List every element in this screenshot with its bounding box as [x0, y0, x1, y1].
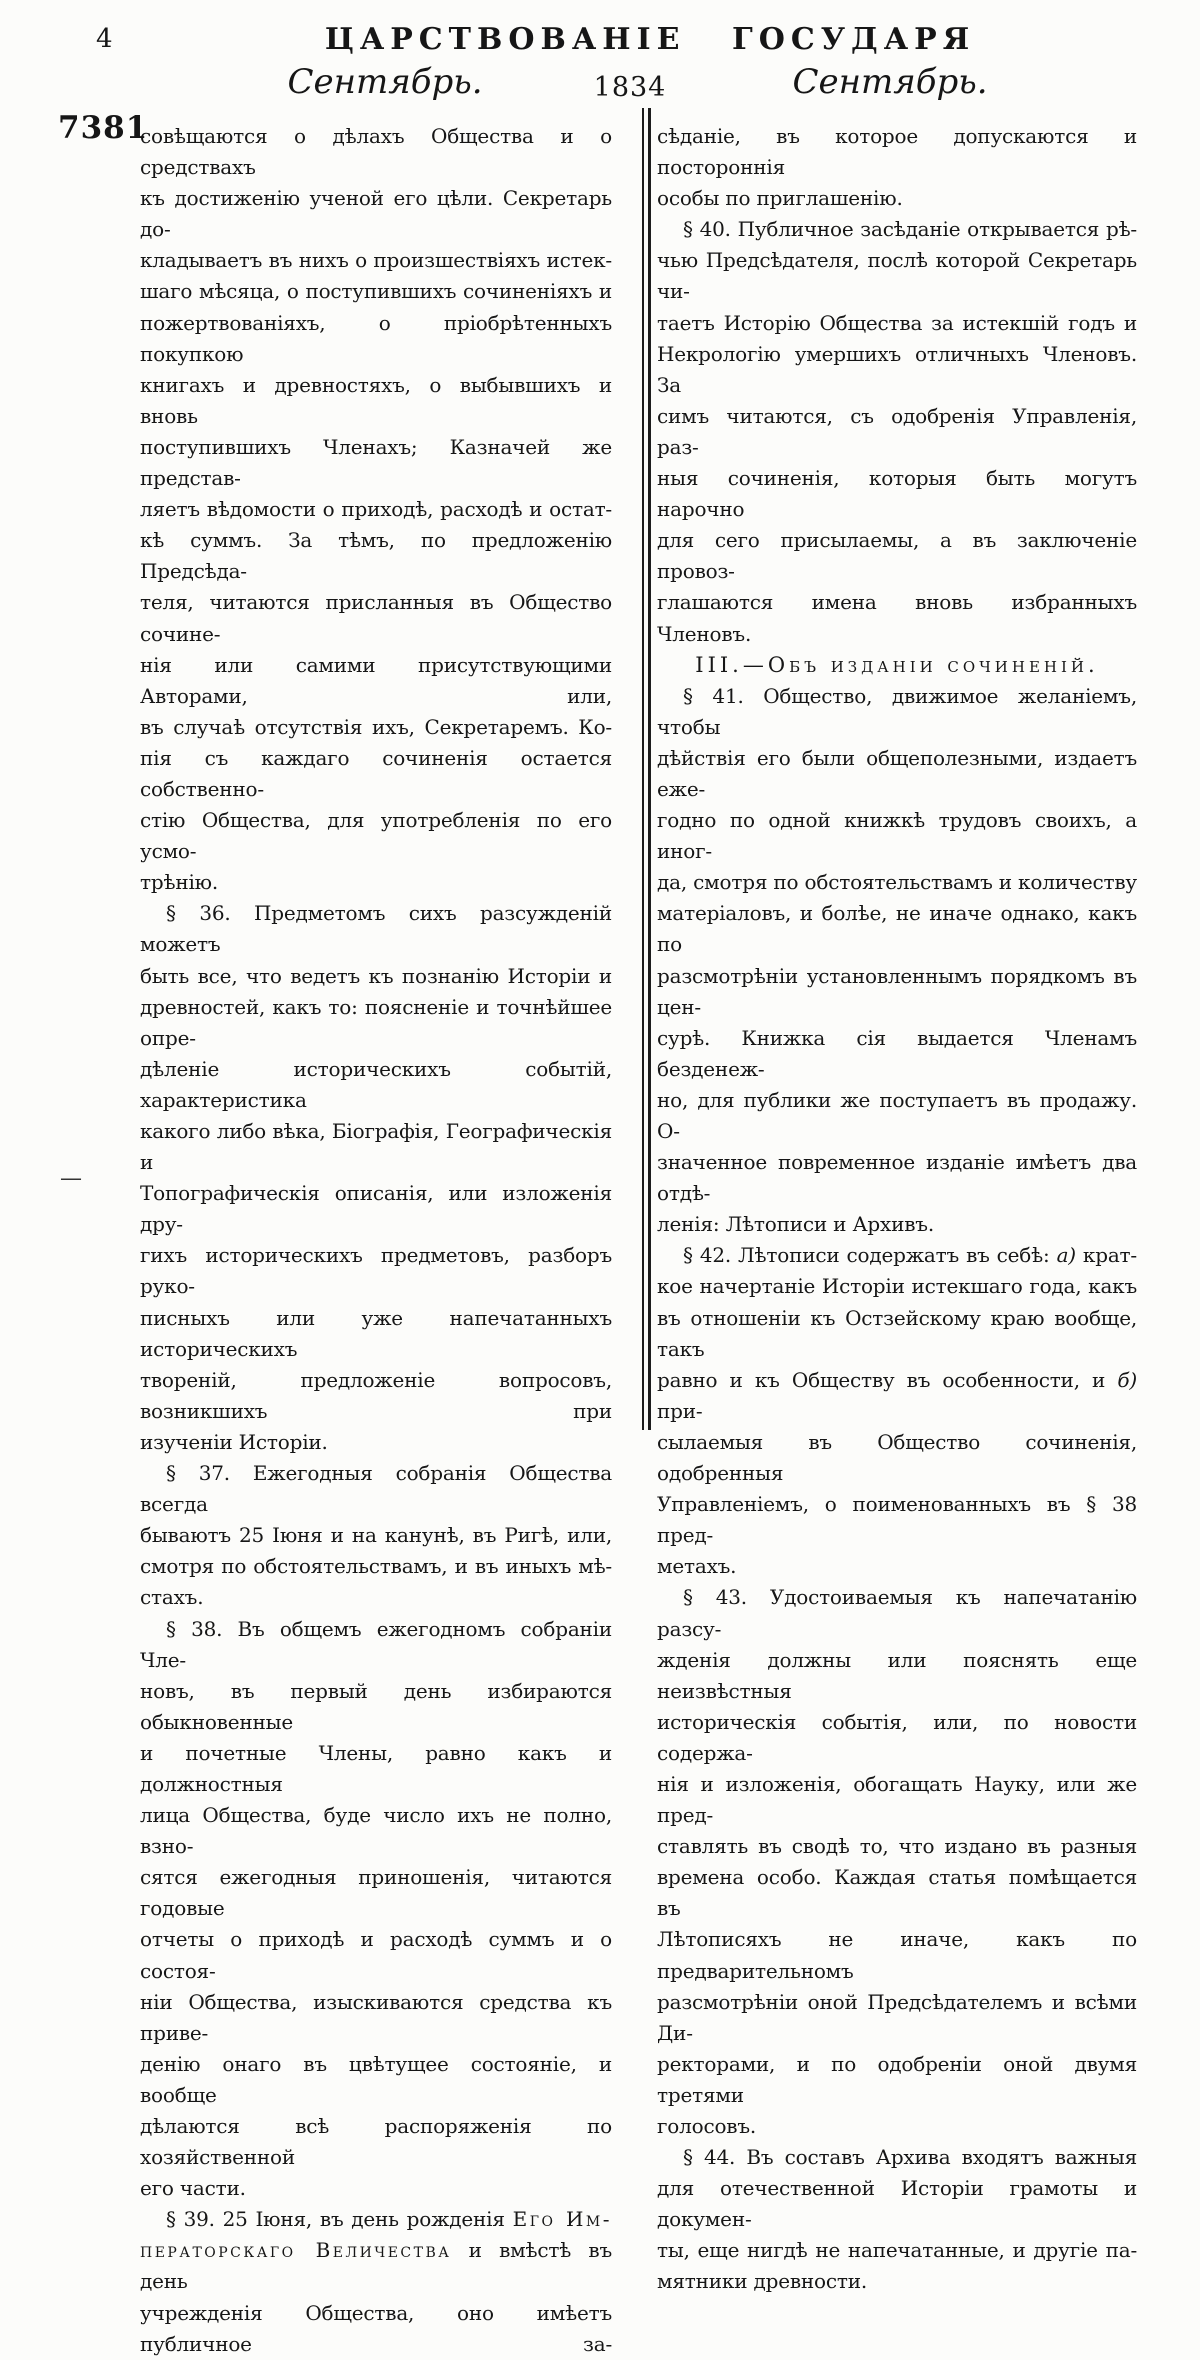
text-line: глашаются имена вновь избранныхъ Членовъ.: [657, 590, 1137, 646]
text-line: историческія событія, или, по новости содержа-: [657, 1709, 1137, 1765]
text-line: новъ, въ первый день избираются обыкновенные: [140, 1678, 612, 1734]
text-line: дѣлаются всѣ распоряженія по хозяйственной: [140, 2114, 612, 2170]
text-run: § 42. Лѣтописи содержатъ въ себѣ:: [683, 1243, 1057, 1268]
text-line: стію Общества, для употребленія по его усмо-: [140, 808, 612, 864]
section-heading: III.—Объ изданіи сочиненій.: [695, 652, 1099, 677]
text-line: шаго мѣсяца, о поступившихъ сочиненіяхъ и: [140, 279, 612, 304]
text-line: § 44. Въ составъ Архива входятъ важныя: [683, 2145, 1137, 2170]
text-line: § 36. Предметомъ сихъ разсужденій можетъ: [140, 901, 612, 957]
text-line: [140, 2235, 612, 2297]
text-line: смотря по обстоятельствамъ, и въ иныхъ мѣ-: [140, 1554, 612, 1579]
text-line: быть все, что ведетъ къ познанію Исторіи и: [140, 963, 612, 988]
text-line: твореній, предложеніе вопросовъ, возникшихъ при: [140, 1367, 612, 1423]
margin-dash: —: [60, 1166, 82, 1191]
text-line: кое начертаніе Исторіи истекшаго года, какъ: [657, 1274, 1137, 1299]
text-line: чью Предсѣдателя, послѣ которой Секретарь чи-: [657, 248, 1137, 304]
text-line: особы по приглашенію.: [657, 186, 903, 211]
text-line: [657, 1365, 1137, 1427]
text-line: сурѣ. Книжка сія выдается Членамъ безденеж-: [657, 1025, 1137, 1081]
text-line: писныхъ или уже напечатанныхъ историческихъ: [140, 1305, 612, 1361]
text-line: какого либо вѣка, Біографія, Географическія и: [140, 1119, 612, 1175]
text-line: гихъ историческихъ предметовъ, разборъ руко-: [140, 1243, 612, 1299]
text-line: § 43. Удостоиваемыя къ напечатанію разсу-: [657, 1585, 1137, 1641]
text-run: § 39. 25 Іюня, въ день рожденія: [166, 2207, 513, 2232]
left-text-column: [140, 121, 612, 2360]
text-line: ляетъ вѣдомости о приходѣ, расходѣ и остат-: [140, 497, 612, 522]
text-line: въ случаѣ отсутствія ихъ, Секретаремъ. Ко-: [140, 714, 612, 739]
text-line: сѣданіе, въ которое допускаются и постороннія: [657, 124, 1137, 180]
text-line: § 40. Публичное засѣданіе открывается рѣ-: [683, 217, 1137, 242]
text-line: жденія должны или пояснять еще неизвѣстныя: [657, 1647, 1137, 1703]
text-line: теля, читаются присланныя въ Общество сочине-: [140, 590, 612, 646]
text-run: и вмѣстѣ въ день: [140, 2238, 612, 2294]
text-line: отчеты о приходѣ и расходѣ суммъ и о состоя-: [140, 1927, 612, 1983]
text-line: [140, 2204, 612, 2235]
text-line: нія или самими присутствующими Авторами, или,: [140, 652, 612, 708]
text-line: нія и изложенія, обогащать Науку, или же пред-: [657, 1771, 1137, 1828]
text-line: но, для публики же поступаетъ въ продажу. О-: [657, 1087, 1137, 1143]
text-line: Некрологію умершихъ отличныхъ Членовъ. За: [657, 341, 1137, 397]
text-line: сятся ежегодныя приношенія, читаются годовые: [140, 1865, 612, 1921]
text-line: дѣйствія его были общеполезными, издаетъ еже-: [657, 745, 1137, 801]
italic-run: а): [1056, 1243, 1076, 1268]
italic-run: б): [1117, 1367, 1137, 1392]
text-line: голосовъ.: [657, 2114, 757, 2138]
text-line: и почетные Члены, равно какъ и должностныя: [140, 1740, 612, 1796]
text-line: сылаемыя въ Общество сочиненія, одобренныя: [657, 1429, 1137, 1486]
text-line: § 37. Ежегодныя собранія Общества всегда: [140, 1461, 612, 1517]
text-line: Управленіемъ, о поименованныхъ въ § 38 пред-: [657, 1492, 1137, 1548]
text-line: ты, еще нигдѣ не напечатанные, и другіе па-: [657, 2238, 1137, 2263]
column-divider-rule: [642, 108, 651, 1430]
text-run: крат-: [1075, 1243, 1137, 1268]
text-line: книгахъ и древностяхъ, о выбывшихъ и вновь: [140, 372, 612, 428]
margin-entry-number: 7381: [58, 110, 149, 146]
text-line: пія съ каждаго сочиненія остается собственно-: [140, 745, 612, 801]
text-run: при-: [657, 1398, 703, 1423]
text-line: годно по одной книжкѣ трудовъ своихъ, а иног-: [657, 808, 1137, 864]
text-line: учрежденія Общества, оно имѣетъ публичное за-: [140, 2300, 612, 2356]
smallcaps-run: Его Им-: [512, 2207, 612, 2232]
text-line: кладываетъ въ нихъ о произшествіяхъ истек-: [140, 248, 612, 273]
text-line: ректорами, и по одобреніи оной двумя третями: [657, 2051, 1137, 2107]
text-line: матеріаловъ, и болѣе, не иначе однако, какъ по: [657, 901, 1137, 957]
text-line: дѣленіе историческихъ событій, характеристика: [140, 1056, 612, 1112]
text-line: ленія: Лѣтописи и Архивъ.: [657, 1212, 934, 1237]
month-header-right: Сентябрь.: [792, 62, 988, 102]
text-line: времена особо. Каждая статья помѣщается въ: [657, 1865, 1137, 1921]
text-line: да, смотря по обстоятельствамъ и количеству: [657, 870, 1137, 895]
year-header: 1834: [593, 72, 667, 103]
text-line: ніи Общества, изыскиваются средства къ приве-: [140, 1989, 612, 2045]
text-line: ставлять въ сводѣ то, что издано въ разныя: [657, 1834, 1137, 1859]
text-line: [657, 1240, 1137, 1271]
text-run: равно и къ Обществу въ особенности, и: [657, 1367, 1118, 1392]
text-line: его части.: [140, 2176, 246, 2201]
smallcaps-run: ператорскаго Величества: [140, 2238, 452, 2263]
text-line: древностей, какъ то: поясненіе и точнѣйшее опре-: [140, 994, 612, 1050]
text-line: таетъ Исторію Общества за истекшій годъ и: [657, 310, 1137, 335]
text-line: поступившихъ Членахъ; Казначей же представ-: [140, 434, 612, 491]
text-line: Лѣтописяхъ не иначе, какъ по предварительномъ: [657, 1927, 1137, 1983]
text-line: совѣщаются о дѣлахъ Общества и о средствахъ: [140, 124, 612, 180]
month-header-left: Сентябрь.: [287, 62, 483, 102]
text-line: изученіи Исторіи.: [140, 1429, 328, 1454]
text-line: бываютъ 25 Іюня и на канунѣ, въ Ригѣ, или,: [140, 1523, 612, 1548]
running-title: ЦАРСТВОВАНІЕ ГОСУДАРЯ: [324, 22, 976, 57]
text-line: симъ читаются, съ одобренія Управленія, раз-: [657, 403, 1137, 459]
text-line: денію онаго въ цвѣтущее состояніе, и вообще: [140, 2051, 612, 2107]
text-line: Топографическія описанія, или изложенія дру-: [140, 1181, 612, 1237]
text-line: въ отношеніи къ Остзейскому краю вообще, такъ: [657, 1305, 1137, 1361]
text-line: къ достиженію ученой его цѣли. Секретарь до-: [140, 186, 612, 242]
text-line: разсмотрѣніи оной Предсѣдателемъ и всѣми Ди-: [657, 1989, 1137, 2045]
text-line: мятники древности.: [657, 2269, 868, 2294]
right-text-column: [657, 121, 1137, 2298]
text-line: § 41. Общество, движимое желаніемъ, чтобы: [657, 683, 1137, 739]
text-line: кѣ суммъ. За тѣмъ, по предложенію Предсѣда-: [140, 528, 612, 584]
text-line: для отечественной Исторіи грамоты и докумен-: [657, 2176, 1137, 2232]
text-line: значенное повременное изданіе имѣетъ два отдѣ-: [657, 1150, 1137, 1206]
text-line: стахъ.: [140, 1585, 204, 1610]
text-line: ныя сочиненія, которыя быть могутъ нарочно: [657, 466, 1137, 522]
text-line: разсмотрѣніи установленнымъ порядкомъ въ цен-: [657, 963, 1137, 1019]
text-line: пожертвованіяхъ, о пріобрѣтенныхъ покупкою: [140, 310, 612, 366]
text-line: лица Общества, буде число ихъ не полно, взно-: [140, 1803, 612, 1859]
page-number: 4: [96, 24, 113, 54]
text-line: метахъ.: [657, 1554, 737, 1579]
text-line: § 38. Въ общемъ ежегодномъ собраніи Чле-: [140, 1616, 612, 1672]
text-line: трѣнію.: [140, 870, 219, 895]
text-line: для сего присылаемы, а въ заключеніе провоз-: [657, 528, 1137, 584]
